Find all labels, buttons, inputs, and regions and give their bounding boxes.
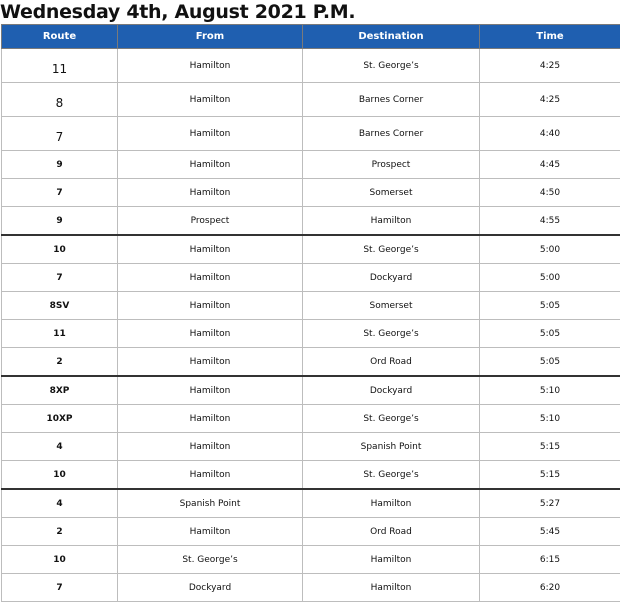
route-cell: 10 <box>2 461 118 490</box>
time-cell: 4:45 <box>480 151 620 179</box>
from-cell: Hamilton <box>118 179 303 207</box>
time-cell: 4:55 <box>480 207 620 236</box>
time-cell: 5:10 <box>480 376 620 405</box>
destination-cell: St. George’s <box>303 49 480 83</box>
time-cell: 4:40 <box>480 117 620 151</box>
from-cell: Hamilton <box>118 433 303 461</box>
table-row <box>2 348 620 377</box>
from-cell: Hamilton <box>118 264 303 292</box>
destination-cell: Somerset <box>303 292 480 320</box>
destination-cell: St. George’s <box>303 235 480 264</box>
route-cell: 8SV <box>2 292 118 320</box>
table-row <box>2 320 620 348</box>
table-row <box>2 433 620 461</box>
route-cell: 2 <box>2 348 118 377</box>
route-cell: 4 <box>2 433 118 461</box>
from-cell: Dockyard <box>118 574 303 602</box>
from-cell: Hamilton <box>118 376 303 405</box>
route-cell: 11 <box>2 49 118 83</box>
route-cell: 10 <box>2 235 118 264</box>
route-cell: 7 <box>2 117 118 151</box>
table-row <box>2 546 620 574</box>
schedule-body <box>2 49 620 602</box>
from-cell: Hamilton <box>118 83 303 117</box>
table-row <box>2 574 620 602</box>
route-cell: 10XP <box>2 405 118 433</box>
route-cell: 7 <box>2 264 118 292</box>
destination-cell: Ord Road <box>303 518 480 546</box>
from-cell: Hamilton <box>118 348 303 377</box>
destination-cell: Barnes Corner <box>303 83 480 117</box>
table-row <box>2 264 620 292</box>
time-cell: 5:27 <box>480 489 620 518</box>
route-cell: 7 <box>2 179 118 207</box>
route-cell: 8 <box>2 83 118 117</box>
destination-cell: Prospect <box>303 151 480 179</box>
column-header-from: From <box>118 25 303 49</box>
route-cell: 10 <box>2 546 118 574</box>
destination-cell: Hamilton <box>303 574 480 602</box>
from-cell: Hamilton <box>118 117 303 151</box>
time-cell: 4:25 <box>480 83 620 117</box>
from-cell: Hamilton <box>118 49 303 83</box>
route-cell: 8XP <box>2 376 118 405</box>
table-row <box>2 207 620 236</box>
table-row <box>2 461 620 490</box>
from-cell: Hamilton <box>118 235 303 264</box>
header-row <box>2 25 620 49</box>
column-header-destination: Destination <box>303 25 480 49</box>
table-row <box>2 83 620 117</box>
from-cell: Prospect <box>118 207 303 236</box>
destination-cell: Ord Road <box>303 348 480 377</box>
schedule-table <box>1 24 620 602</box>
from-cell: Hamilton <box>118 405 303 433</box>
time-cell: 4:25 <box>480 49 620 83</box>
from-cell: Spanish Point <box>118 489 303 518</box>
table-row <box>2 489 620 518</box>
table-row <box>2 405 620 433</box>
column-header-time: Time <box>480 25 620 49</box>
from-cell: St. George’s <box>118 546 303 574</box>
time-cell: 5:15 <box>480 433 620 461</box>
time-cell: 6:15 <box>480 546 620 574</box>
destination-cell: Barnes Corner <box>303 117 480 151</box>
route-cell: 11 <box>2 320 118 348</box>
destination-cell: Hamilton <box>303 489 480 518</box>
time-cell: 5:10 <box>480 405 620 433</box>
time-cell: 5:05 <box>480 348 620 377</box>
destination-cell: St. George’s <box>303 405 480 433</box>
from-cell: Hamilton <box>118 461 303 490</box>
time-cell: 5:15 <box>480 461 620 490</box>
destination-cell: Dockyard <box>303 376 480 405</box>
route-cell: 7 <box>2 574 118 602</box>
destination-cell: Dockyard <box>303 264 480 292</box>
from-cell: Hamilton <box>118 518 303 546</box>
page-title: Wednesday 4th, August 2021 P.M. <box>0 0 355 24</box>
table-row <box>2 235 620 264</box>
from-cell: Hamilton <box>118 151 303 179</box>
destination-cell: Spanish Point <box>303 433 480 461</box>
route-cell: 4 <box>2 489 118 518</box>
route-cell: 2 <box>2 518 118 546</box>
destination-cell: St. George’s <box>303 461 480 490</box>
time-cell: 5:45 <box>480 518 620 546</box>
route-cell: 9 <box>2 151 118 179</box>
time-cell: 5:00 <box>480 235 620 264</box>
table-row <box>2 117 620 151</box>
table-row <box>2 292 620 320</box>
time-cell: 5:05 <box>480 320 620 348</box>
route-cell: 9 <box>2 207 118 236</box>
time-cell: 4:50 <box>480 179 620 207</box>
table-row <box>2 376 620 405</box>
time-cell: 5:05 <box>480 292 620 320</box>
table-row <box>2 518 620 546</box>
table-row <box>2 151 620 179</box>
table-row <box>2 179 620 207</box>
destination-cell: St. George’s <box>303 320 480 348</box>
time-cell: 5:00 <box>480 264 620 292</box>
destination-cell: Somerset <box>303 179 480 207</box>
column-header-route: Route <box>2 25 118 49</box>
time-cell: 6:20 <box>480 574 620 602</box>
from-cell: Hamilton <box>118 292 303 320</box>
table-row <box>2 49 620 83</box>
from-cell: Hamilton <box>118 320 303 348</box>
destination-cell: Hamilton <box>303 207 480 236</box>
destination-cell: Hamilton <box>303 546 480 574</box>
